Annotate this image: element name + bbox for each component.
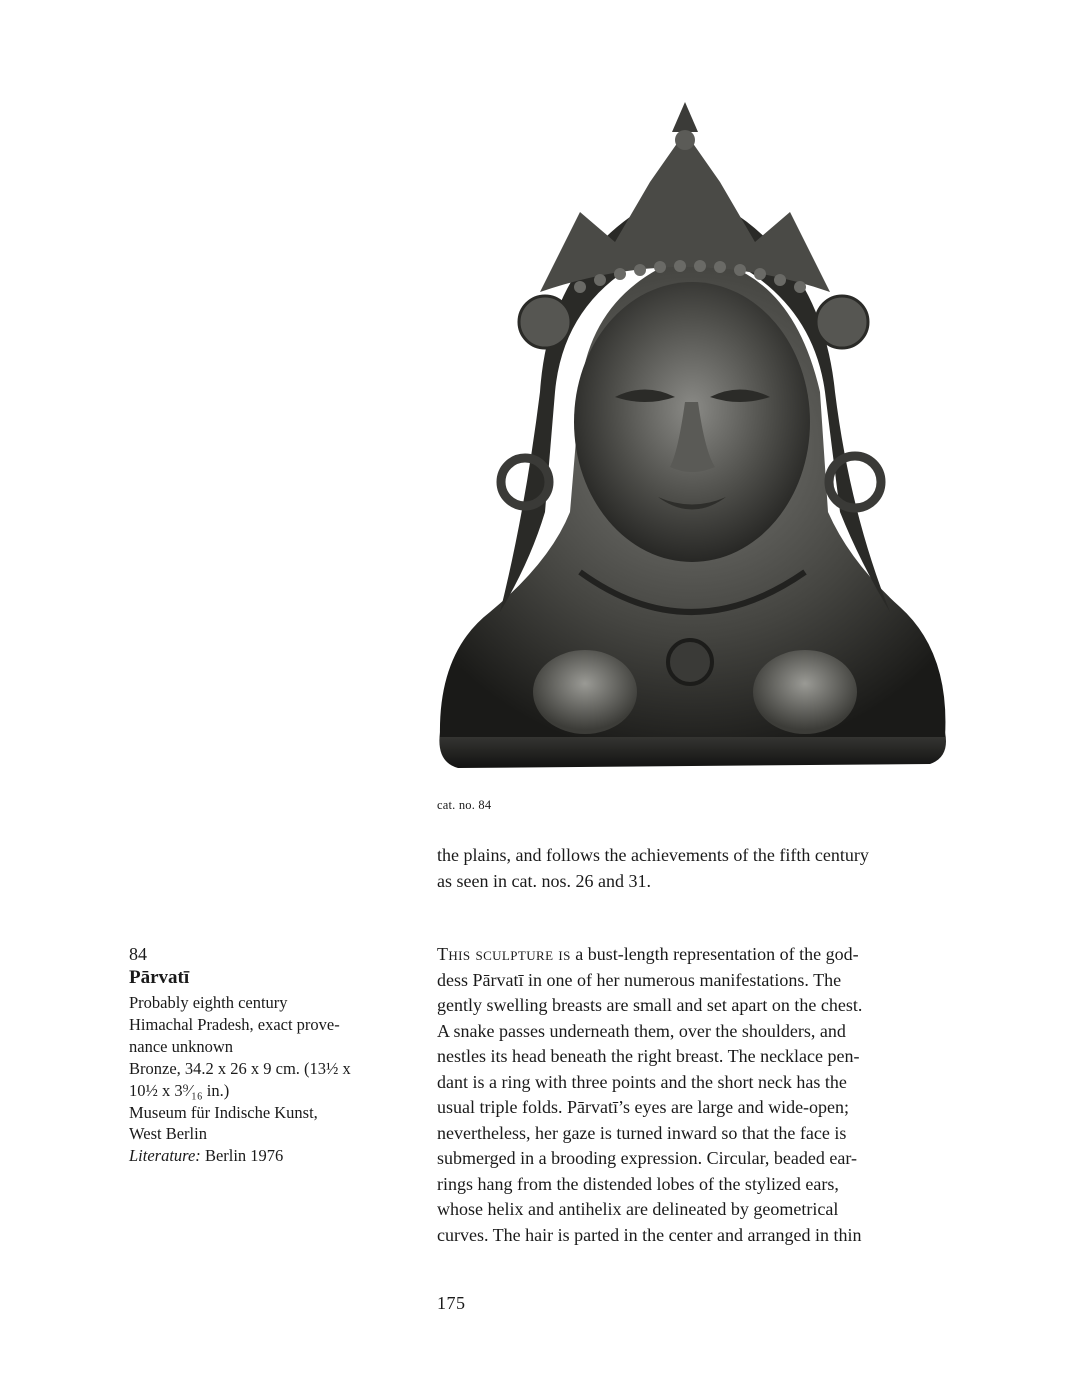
- main-line-7: usual triple folds. Pārvatī’s eyes are large and wide-open;: [437, 1097, 850, 1117]
- main-line-1-text: a bust-length representation of the god-: [570, 944, 859, 964]
- literature-value: Berlin 1976: [200, 1146, 284, 1166]
- entry-provenance-1: Himachal Pradesh, exact prove-: [129, 1014, 340, 1034]
- literature-label: Literature:: [129, 1146, 201, 1166]
- entry-collection-1: Museum für Indische Kunst,: [129, 1102, 318, 1122]
- main-line-10: rings hang from the distended lobes of the stylized ears,: [437, 1173, 839, 1194]
- entry-collection-2: West Berlin: [129, 1124, 207, 1144]
- catalogue-entry: [129, 942, 409, 1167]
- main-line-12: curves. The hair is parted in the center and arranged in thin: [437, 1224, 862, 1245]
- catalogue-number: 84: [129, 944, 147, 964]
- entry-provenance-2: nance unknown: [129, 1036, 234, 1056]
- lead-paragraph: [437, 842, 957, 894]
- main-line-3: gently swelling breasts are small and set apart on the chest.: [437, 995, 863, 1015]
- entry-material-2: 10½ x 3⁹⁄₁₆ in.): [129, 1080, 230, 1100]
- main-line-2: dess Pārvatī in one of her numerous manifestations. The: [437, 969, 842, 990]
- lead-line-1: the plains, and follows the achievements of the fifth century: [437, 845, 869, 865]
- main-line-11: whose helix and antihelix are delineated by geometrical: [437, 1199, 839, 1219]
- opening-words: This sculpture is: [437, 944, 571, 964]
- lead-line-2: as seen in cat. nos. 26 and 31.: [437, 871, 651, 891]
- entry-title: Pārvatī: [129, 967, 190, 988]
- main-line-9: submerged in a brooding expression. Circular, beaded ear-: [437, 1148, 857, 1168]
- entry-literature: [129, 1145, 409, 1167]
- sculpture-photo: [430, 92, 955, 782]
- entry-date: Probably eighth century: [129, 993, 288, 1012]
- main-line-5: nestles its head beneath the right breast. The necklace pen-: [437, 1046, 860, 1066]
- page-number: 175: [437, 1293, 466, 1313]
- main-line-8: nevertheless, her gaze is turned inward so that the face is: [437, 1122, 847, 1143]
- figure-caption: cat. no. 84: [437, 798, 492, 812]
- main-line-6: dant is a ring with three points and the short neck has the: [437, 1071, 847, 1092]
- entry-material-1: Bronze, 34.2 x 26 x 9 cm. (13½ x: [129, 1058, 351, 1078]
- bronze-bust-image: [430, 92, 955, 782]
- main-line-1: [437, 942, 957, 968]
- main-line-4: A snake passes underneath them, over the shoulders, and: [437, 1020, 846, 1041]
- main-paragraph: [437, 942, 957, 1248]
